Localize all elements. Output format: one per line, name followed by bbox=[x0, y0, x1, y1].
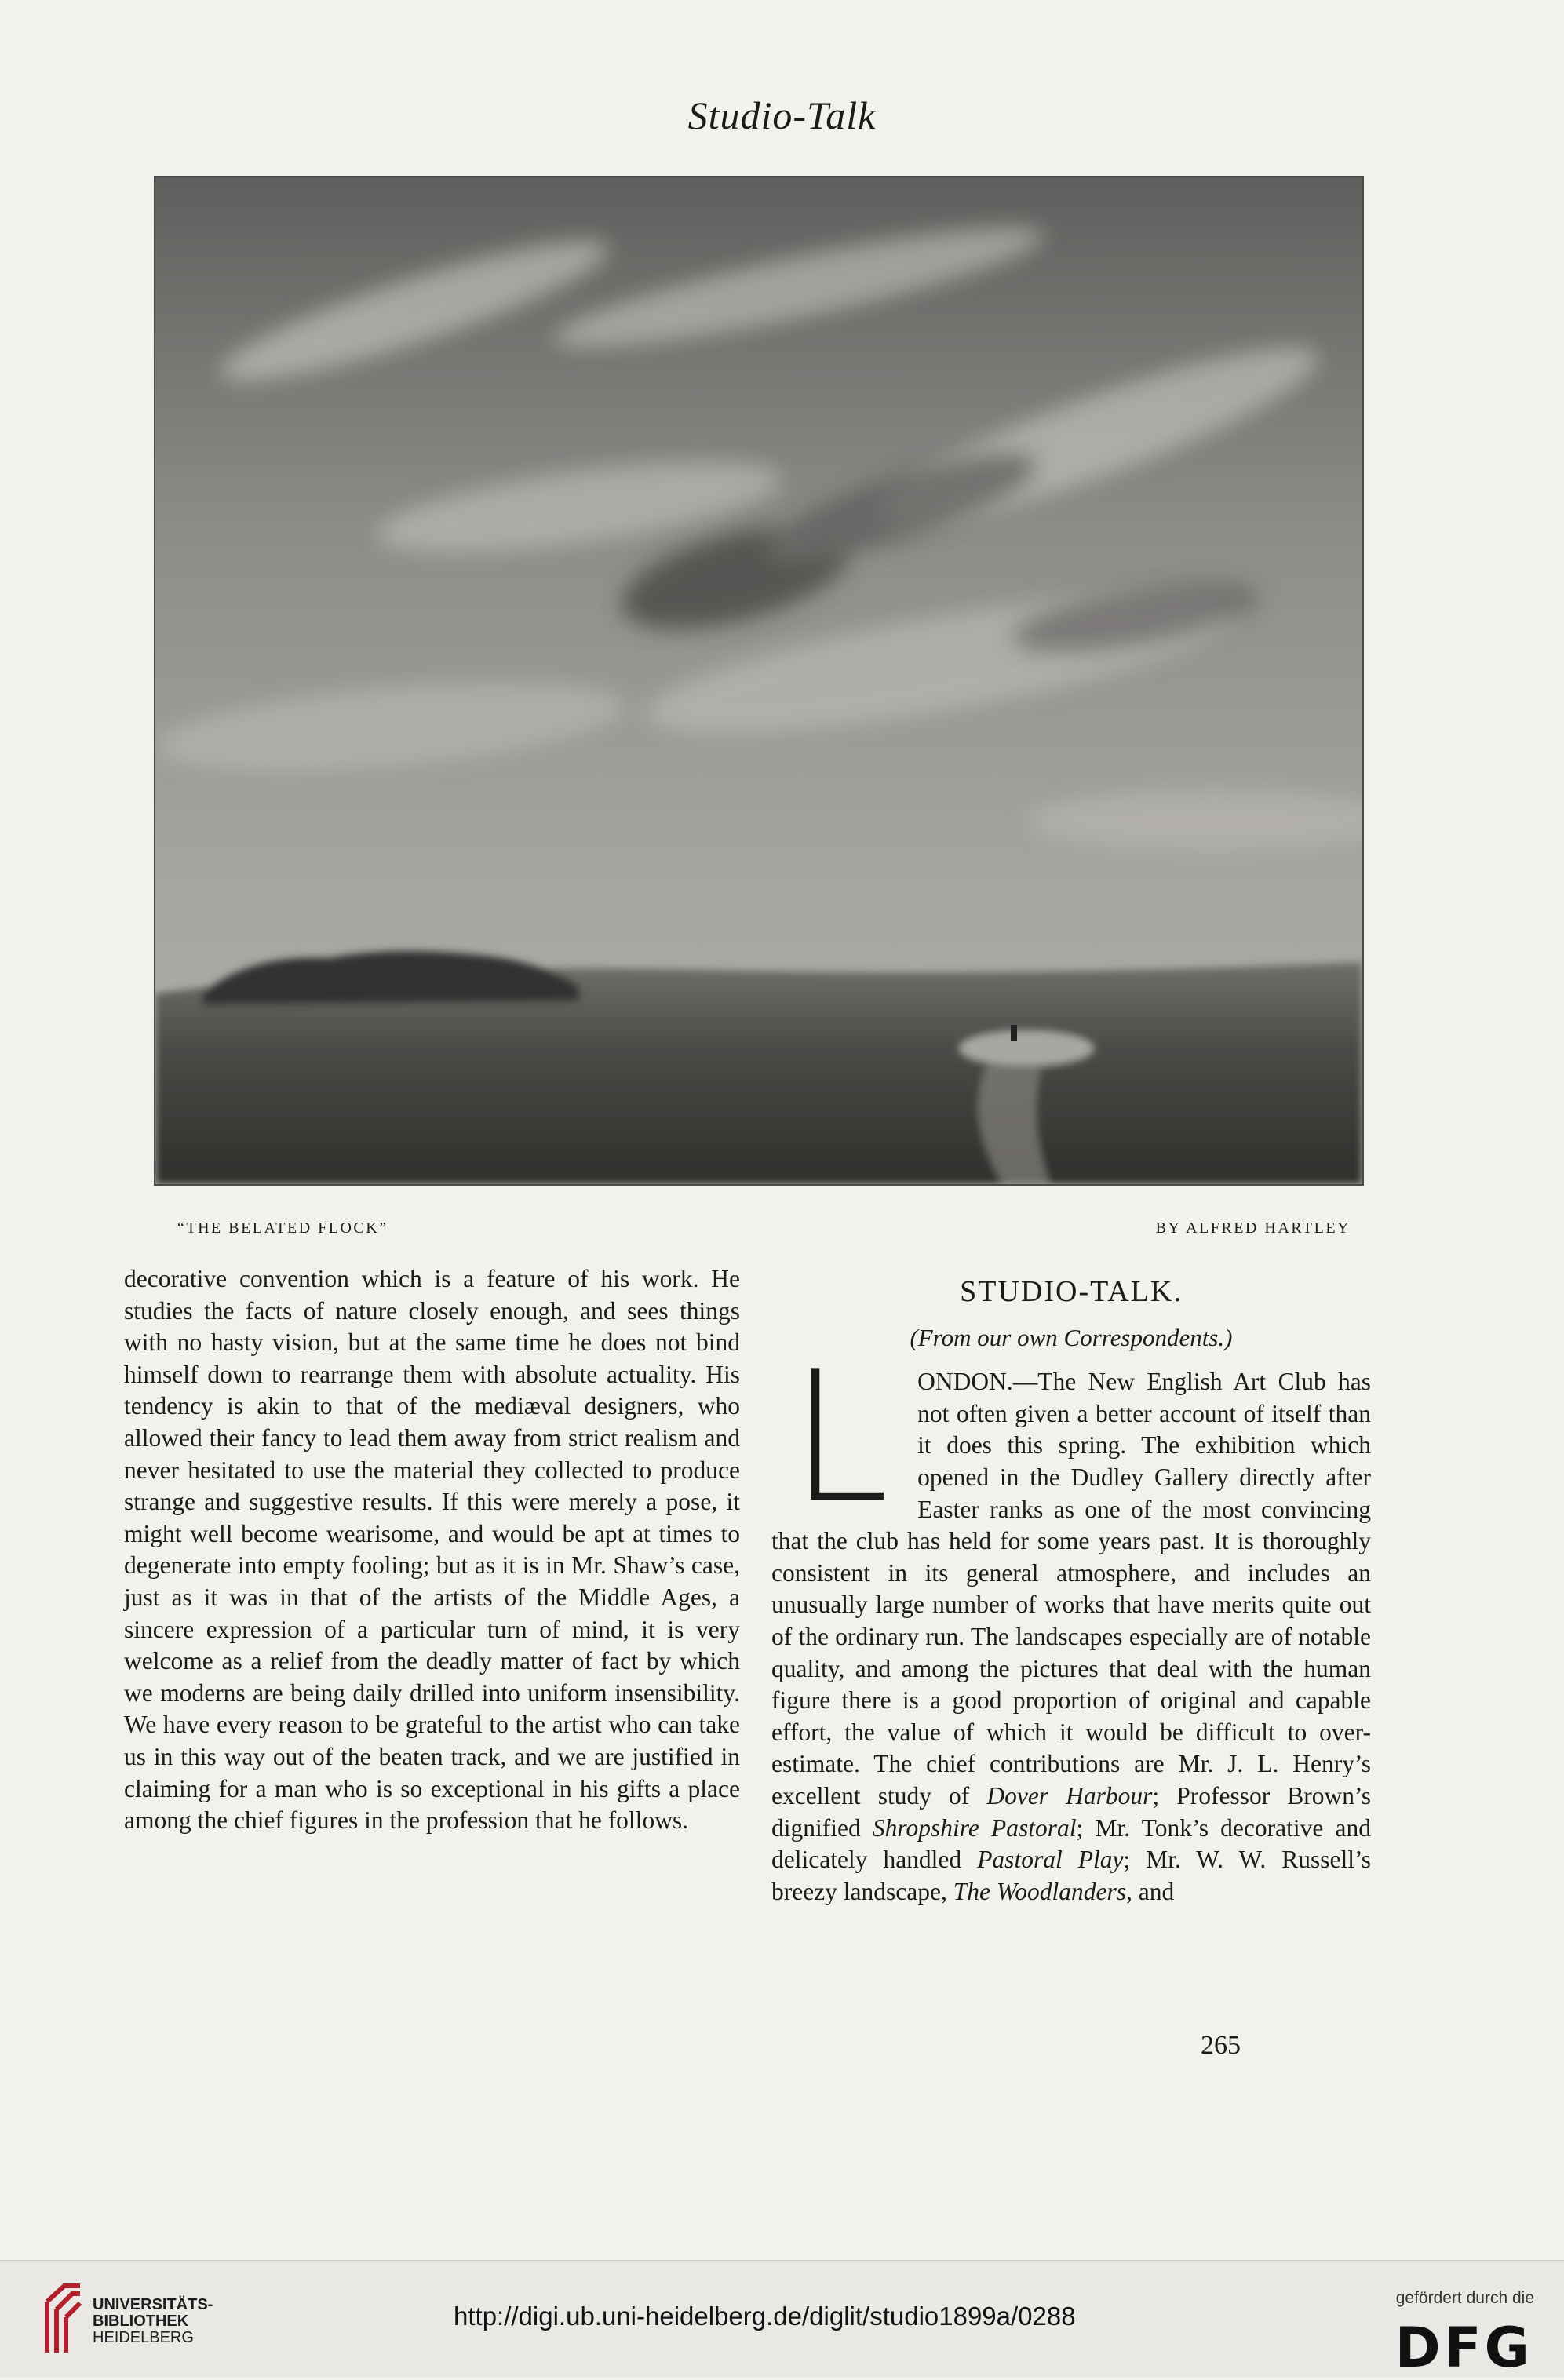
artwork-title: Pastoral Play bbox=[977, 1846, 1124, 1874]
library-name-line: UNIVERSITÄTS- bbox=[93, 2296, 213, 2313]
artwork-title: The Woodlanders bbox=[953, 1877, 1126, 1905]
digitization-footer bbox=[0, 2260, 1564, 2380]
plate-caption-title: “THE BELATED FLOCK” bbox=[177, 1219, 388, 1237]
paragraph-text-part: ; Professor Brown’s dignified bbox=[771, 1781, 1371, 1842]
library-name-line: BIBLIOTHEK bbox=[93, 2313, 189, 2330]
artwork-title: Shropshire Pastoral bbox=[872, 1813, 1077, 1842]
artwork-title: Dover Harbour bbox=[986, 1781, 1153, 1810]
permalink-url[interactable]: http://digi.ub.uni-heidelberg.de/diglit/studio1899a/0288 bbox=[454, 2302, 1076, 2331]
paragraph-text-part: ; Mr. Tonk’s decorative and delicately handled bbox=[771, 1813, 1371, 1874]
paragraph-text-part: ; Mr. W. W. Russell’s breezy landscape, bbox=[771, 1846, 1371, 1905]
page-number: 265 bbox=[1201, 2031, 1241, 2060]
dfg-logo: DFG bbox=[1394, 2316, 1533, 2380]
library-name bbox=[93, 2297, 213, 2346]
left-text-column bbox=[124, 1263, 740, 1837]
section-subheading: (From our own Correspondents.) bbox=[910, 1323, 1233, 1351]
drop-cap: L bbox=[789, 1333, 890, 1544]
plate-caption-artist: BY ALFRED HARTLEY bbox=[1155, 1219, 1351, 1237]
paragraph-text-part: ONDON.—The New English Art Club has not often given a better account of itself than it does this spring. The exhibition which opened in the Dudley Gallery directly after Easter ranks as one of the most convincing that the club has held for some years past. It is thoroughly consistent in its general atmosphere, and includes an unusually large number of works that have merits quite out of the ordinary run. The landscapes especially are of notable quality, and among the pictures that deal with the human figure there is a good proportion of original and capable effort, the value of which it would be difficult to over-estimate. The chief contributions are Mr. J. L. Henry’s excellent study of bbox=[771, 1368, 1371, 1810]
section-heading: STUDIO-TALK. bbox=[960, 1275, 1183, 1308]
paragraph-text-part: , and bbox=[1125, 1877, 1175, 1905]
funding-label: gefördert durch die bbox=[1395, 2289, 1534, 2307]
painting-plate bbox=[154, 176, 1364, 1186]
belated-flock-painting-image bbox=[155, 177, 1362, 1184]
library-logo-icon bbox=[41, 2278, 85, 2360]
library-name-line: HEIDELBERG bbox=[93, 2329, 194, 2346]
right-text-column bbox=[771, 1263, 1371, 1908]
left-column-paragraph: decorative convention which is a feature of his work. He studies the facts of nature closely enough, and sees things with no hasty vision, but at the same time he does not bind himself down to rearrange them with absolute actuality. His tendency is akin to that of the mediæval designers, who allowed their fancy to lead them away from strict realism and never hesitated to use the material they collected to produce strange and suggestive results. If this were merely a pose, it might well become wearisome, and would be apt at times to degenerate into empty fooling; but as it is in Mr. Shaw’s case, just as it was in that of the artists of the Middle Ages, a sincere expression of a particular turn of mind, it is very welcome as a relief from the deadly matter of fact by which we moderns are being daily drilled into uniform insensibility. We have every reason to be grateful to the artist who can take us in this way out of the beaten track, and we are justified in claiming for a man who is so exceptional in his gifts a place among the chief figures in the profession that he follows. bbox=[124, 1265, 740, 1835]
running-head: Studio-Talk bbox=[687, 93, 877, 137]
